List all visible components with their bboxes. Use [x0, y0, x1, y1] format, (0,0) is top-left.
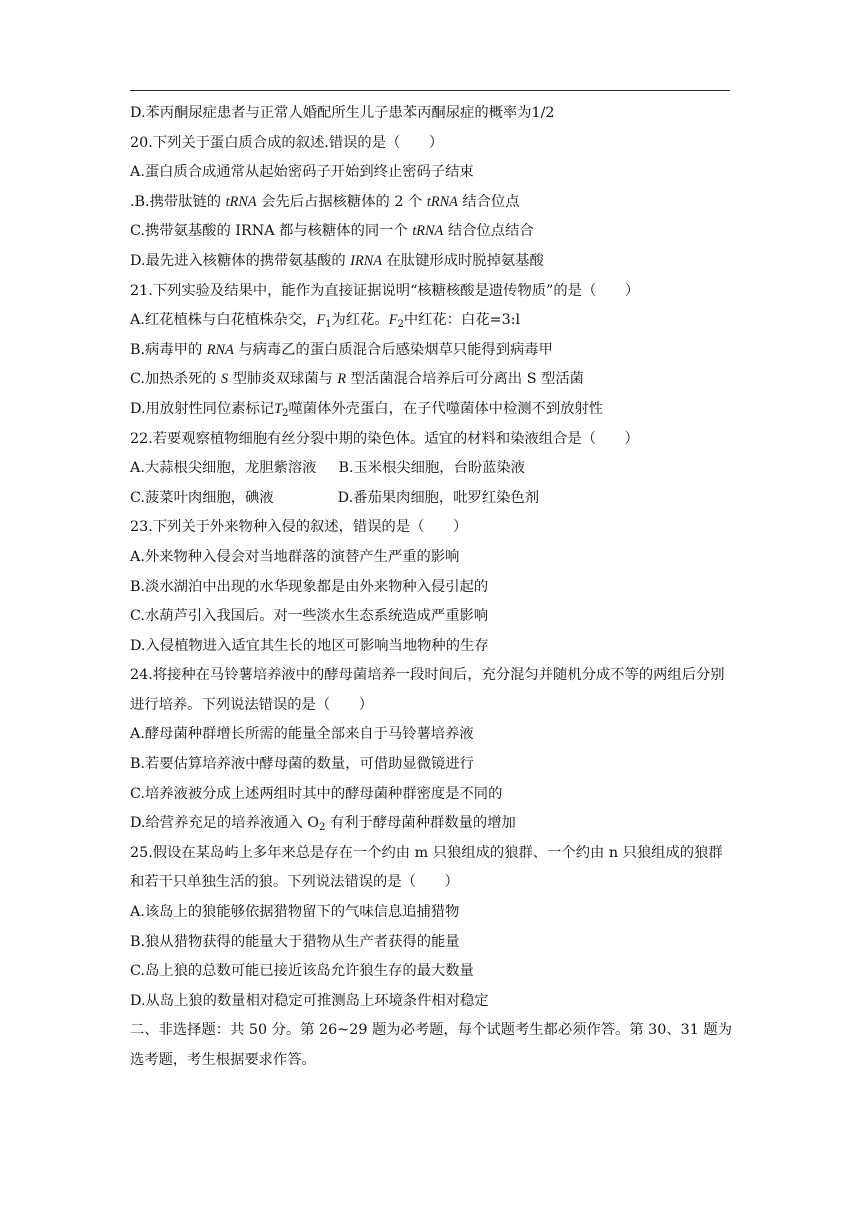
q24-option-d: D.给营养充足的培养液通入 $O_2$ 有利于酵母菌种群数量的增加: [130, 815, 516, 834]
q23-stem: 23.下列关于外来物种入侵的叙述，错误的是（ ）: [130, 519, 468, 536]
q22-option-c: C.菠菜叶肉细胞，碘液: [130, 489, 274, 506]
q21-option-c: C.加热杀死的 S 型肺炎双球菌与 R 型活菌混合培养后可分离出 S 型活菌: [130, 371, 584, 388]
q20-option-a: A.蛋白质合成通常从起始密码子开始到终止密码子结束: [130, 164, 474, 181]
section-two-heading: 二、非选择题：共 50 分。第 26~29 题为必考题，每个试题考生都必须作答。第 30、31 题为选考题，考生根据要求作答。: [130, 1022, 733, 1068]
q23-option-c: C.水葫芦引入我国后。对一些淡水生态系统造成严重影响: [130, 608, 489, 625]
q21-option-d: D.用放射性同位素标记$T_2$噬菌体外壳蛋白，在子代噬菌体中检测不到放射性: [130, 400, 604, 419]
q23-option-a: A.外来物种入侵会对当地群落的演替产生严重的影响: [130, 548, 460, 565]
q21-stem: 21.下列实验及结果中，能作为直接证据说明“核糖核酸是遗传物质”的是（ ）: [130, 282, 640, 299]
q23-option-d: D.入侵植物进入适宜其生长的地区可影响当地物种的生存: [130, 637, 489, 654]
q20-stem: 20.下列关于蛋白质合成的叙述.错误的是（ ）: [130, 134, 444, 151]
q20-option-b: .B.携带肽链的 tRNA 会先后占据核糖体的 2 个 tRNA 结合位点: [130, 193, 520, 210]
q25-option-d: D.从岛上狼的数量相对稳定可推测岛上环境条件相对稳定: [130, 992, 489, 1009]
q20-option-d: D.最先进入核糖体的携带氨基酸的 IRNA 在肽键形成时脱掉氨基酸: [130, 252, 544, 269]
q25-option-b: B.狼从猎物获得的能量大于猎物从生产者获得的能量: [130, 933, 460, 950]
q24-option-a: A.酵母菌种群增长所需的能量全部来自于马铃薯培养液: [130, 726, 474, 743]
q22-option-d: D.番茄果肉细胞，吡罗红染色剂: [337, 489, 540, 506]
question-content: [130, 99, 734, 1076]
header-rule: [130, 90, 730, 91]
q23-option-b: B.淡水湖泊中出现的水华现象都是由外来物种入侵引起的: [130, 578, 489, 595]
q24-option-c: C.培养液被分成上述两组时其中的酵母菌种群密度是不同的: [130, 785, 503, 802]
q25-option-c: C.岛上狼的总数可能已接近该岛允许狼生存的最大数量: [130, 963, 474, 980]
q20-option-c: C.携带氨基酸的 IRNA 都与核糖体的同一个 tRNA 结合位点结合: [130, 223, 534, 240]
q19-option-d: D.苯丙酮尿症患者与正常人婚配所生儿子患苯丙酮尿症的概率为1/2: [130, 105, 555, 121]
q25-option-a: A.该岛上的狼能够依据猎物留下的气味信息追捕猎物: [130, 904, 460, 921]
q24-stem: 24.将接种在马铃薯培养液中的酵母菌培养一段时间后，充分混匀并随机分成不等的两组后分别进行培养。下列说法错误的是（ ）: [130, 667, 725, 713]
q22-option-b: B.玉米根尖细胞，台盼蓝染液: [338, 460, 526, 477]
q24-option-b: B.若要估算培养液中酵母菌的数量，可借助显微镜进行: [130, 756, 474, 773]
q21-option-b: B.病毒甲的 RNA 与病毒乙的蛋白质混合后感染烟草只能得到病毒甲: [130, 341, 553, 358]
q22-stem: 22.若要观察植物细胞有丝分裂中期的染色体。适宜的材料和染液组合是（ ）: [130, 430, 639, 447]
q22-options-ab: [130, 454, 734, 484]
q22-options-cd: [130, 484, 734, 514]
q25-stem: 25.假设在某岛屿上多年来总是存在一个约由 m 只狼组成的狼群、一个约由 n 只狼组成的狼群和若干只单独生活的狼。下列说法错误的是（ ）: [130, 844, 723, 891]
q21-option-a: A.红花植株与白花植株杂交，$F_1$为红花。$F_2$中红花：白花=3:l: [130, 312, 521, 331]
q22-option-a: A.大蒜根尖细胞，龙胆紫溶液: [130, 460, 317, 477]
